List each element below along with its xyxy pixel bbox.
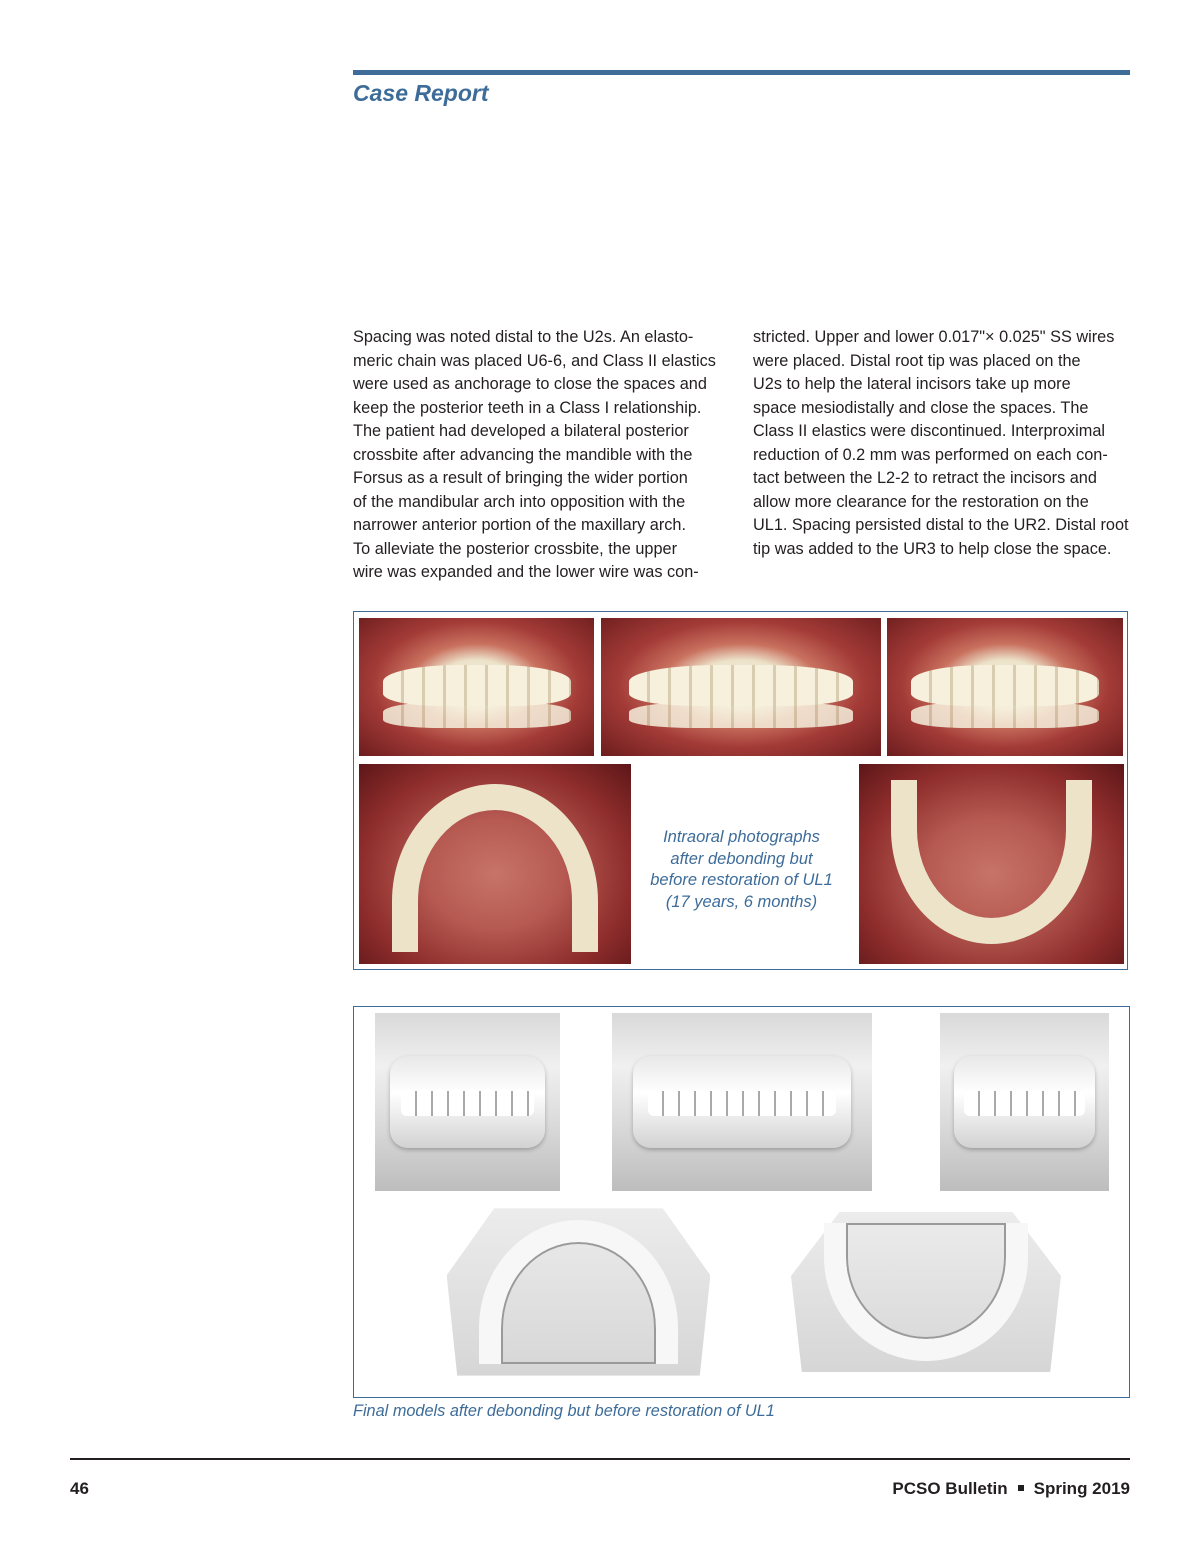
body-column-left	[353, 326, 729, 585]
caption-line: after debonding but	[670, 849, 813, 868]
body-line: of the mandibular arch into opposition with the	[353, 492, 686, 511]
model-photo-lower-occlusal	[776, 1201, 1076, 1383]
footer-rule	[70, 1458, 1130, 1460]
body-line: Spacing was noted distal to the U2s. An elasto-	[353, 328, 694, 346]
model-photo-left	[940, 1013, 1109, 1191]
model-photo-frontal	[612, 1013, 872, 1191]
body-line: stricted. Upper and lower 0.017"× 0.025" SS wires	[753, 328, 1115, 346]
final-models-figure	[353, 1006, 1130, 1398]
caption-line: (17 years, 6 months)	[665, 892, 818, 911]
body-line: The patient had developed a bilateral posterior	[353, 422, 689, 440]
body-line: Class II elastics were discontinued. Interproximal	[753, 422, 1106, 440]
model-photo-upper-occlusal	[432, 1197, 725, 1387]
caption-line: before restoration of UL1	[650, 871, 833, 889]
publication-name: PCSO Bulletin	[892, 1479, 1008, 1498]
body-line: allow more clearance for the restoration on the	[753, 492, 1089, 511]
body-line: were placed. Distal root tip was placed on the	[753, 351, 1081, 370]
intraoral-photo-right-buccal	[359, 618, 594, 756]
final-models-caption: Final models after debonding but before restoration of UL1	[353, 1402, 775, 1420]
body-line: wire was expanded and the lower wire was con-	[353, 563, 699, 581]
header-rule	[353, 70, 1130, 75]
caption-line: Intraoral photographs	[663, 828, 820, 846]
body-line: Forsus as a result of bringing the wider portion	[353, 469, 688, 487]
body-line: U2s to help the lateral incisors take up more	[753, 375, 1071, 393]
intraoral-photo-frontal	[601, 618, 881, 756]
body-column-right	[753, 326, 1129, 561]
body-line: meric chain was placed U6-6, and Class II elastics	[353, 351, 716, 370]
body-line: crossbite after advancing the mandible with the	[353, 445, 693, 464]
intraoral-figure-caption	[639, 827, 844, 913]
intraoral-photo-figure	[353, 611, 1128, 970]
model-photo-right	[375, 1013, 560, 1191]
body-line: narrower anterior portion of the maxillary arch.	[353, 516, 687, 534]
body-line: UL1. Spacing persisted distal to the UR2. Distal root	[753, 516, 1129, 534]
intraoral-photo-upper-occlusal	[359, 764, 631, 964]
body-line: keep the posterior teeth in a Class I relationship.	[353, 398, 702, 417]
body-line: reduction of 0.2 mm was performed on each con-	[753, 445, 1108, 464]
body-line: To alleviate the posterior crossbite, the upper	[353, 539, 677, 558]
intraoral-photo-lower-occlusal	[859, 764, 1124, 964]
body-line: were used as anchorage to close the spaces and	[353, 375, 707, 393]
section-title: Case Report	[353, 80, 489, 106]
intraoral-photo-left-buccal	[887, 618, 1123, 756]
footer-publication-info	[892, 1479, 1130, 1499]
issue-date: Spring 2019	[1033, 1479, 1130, 1498]
body-line: tip was added to the UR3 to help close the space.	[753, 539, 1112, 558]
body-line: tact between the L2-2 to retract the incisors and	[753, 469, 1097, 487]
body-line: space mesiodistally and close the spaces. The	[753, 398, 1089, 417]
separator-square-icon	[1018, 1485, 1024, 1491]
page-number: 46	[70, 1479, 89, 1498]
